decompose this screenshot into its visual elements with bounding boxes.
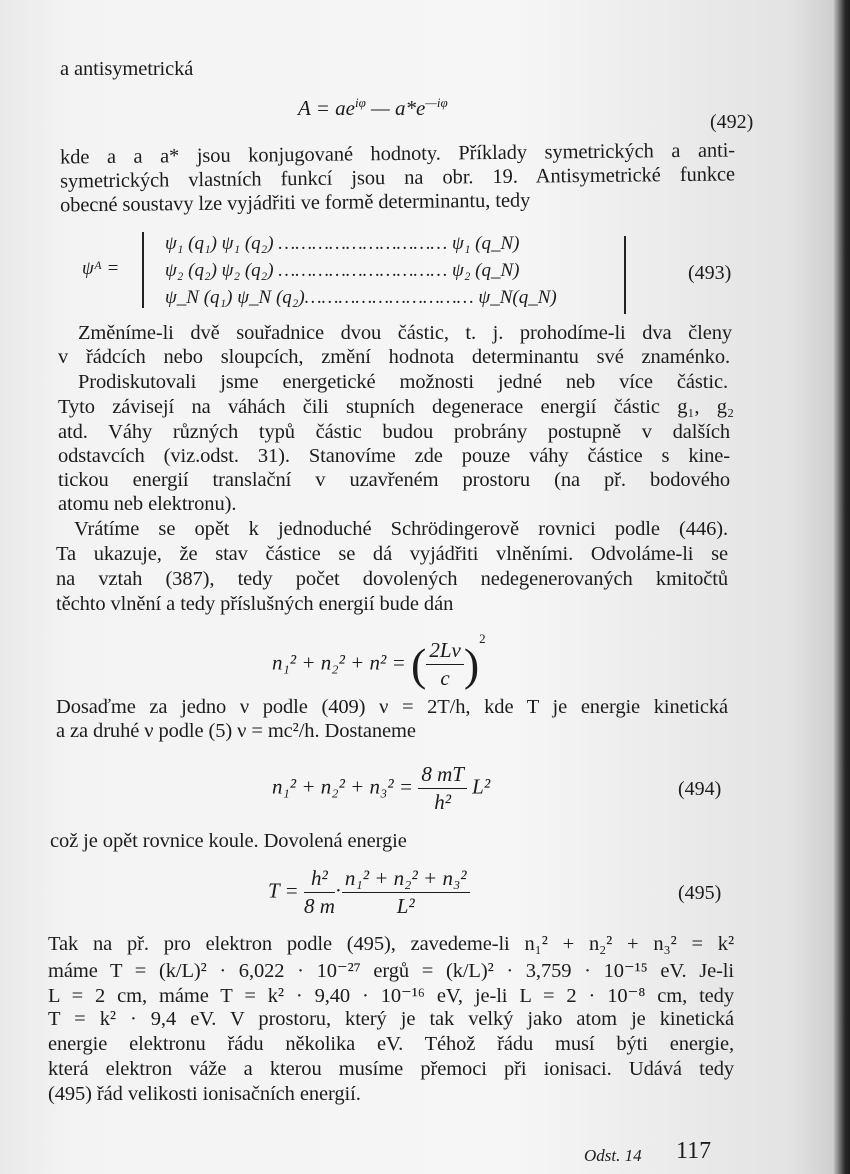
fraction xyxy=(342,866,470,919)
paren-right: ) xyxy=(463,639,480,690)
text-line: na vztah (387), tedy počet dovolených nedegenerovaných kmitočtů xyxy=(56,568,728,590)
text-line: Ta ukazuje, že stav částice se dá vyjádřiti vlněními. Odvoláme-li se xyxy=(56,543,728,565)
text-line: tickou energií translační v uzavřeném prostoru (na př. bodového xyxy=(58,469,730,491)
text-line: Prodiskutovali jsme energetické možnosti jedné neb více částic. xyxy=(78,371,728,393)
text-line: Vrátíme se opět k jednoduché Schrödingerově rovnici podle (446). xyxy=(74,518,728,540)
equation-number: (494) xyxy=(678,778,722,800)
text-line: obecné soustavy lze vyjádřiti ve formě determinantu, tedy xyxy=(59,189,531,217)
text-line: máme T = (k/L)² · 6,022 · 10⁻²⁷ ergů = (k/L)² · 3,759 · 10⁻¹⁵ eV. Je-li xyxy=(48,960,734,982)
fraction xyxy=(304,866,335,919)
denominator: h² xyxy=(434,790,452,814)
determinant-lhs: ψᴬ = xyxy=(82,258,120,279)
determinant-row: ψ₁ (q₁) ψ₁ (q₂) ………………………… ψ₁ (q_N) xyxy=(165,233,520,254)
equation-number: (492) xyxy=(710,111,754,133)
text-line: atomu neb elektronu). xyxy=(58,493,237,515)
eq-exponent: 2 xyxy=(479,631,486,647)
page-number: 117 xyxy=(676,1138,712,1164)
numerator: 2Lν xyxy=(426,638,464,665)
text-line: Tak na př. pro elektron podle (495), zavedeme-li n₁² + n₂² + n₃² = k² xyxy=(48,933,734,955)
denominator: 8 m xyxy=(303,894,335,918)
text-line: symetrických vlastních funkcí jsou na obr. 19. Antisymetrické funkce xyxy=(59,163,736,193)
determinant-row: ψ_N (q₁) ψ_N (q₂)………………………… ψ_N(q_N) xyxy=(165,287,557,308)
eq-part: A = ae xyxy=(298,96,355,120)
eq-part: n₁² + n₂² + n² = xyxy=(272,650,406,675)
text-line: atd. Váhy různých typů částic budou probrány postupně v dalších xyxy=(58,421,730,443)
text-line: což je opět rovnice koule. Dovolená energie xyxy=(50,830,407,852)
text-line: energie elektronu řádu několika eV. Téhož řádu musí býti energie, xyxy=(48,1033,734,1055)
text-line: Změníme-li dvě souřadnice dvou částic, t. j. prohodíme-li dva členy xyxy=(78,322,732,344)
eq-part: L² xyxy=(472,774,491,799)
text-line: kde a a a* jsou konjugované hodnoty. Příklady symetrických a anti- xyxy=(59,139,736,169)
text-line: T = k² · 9,4 eV. V prostoru, který je tak velký jako atom je kinetická xyxy=(48,1008,734,1030)
text-line: a antisymetrická xyxy=(60,58,194,80)
eq-part: T = xyxy=(268,878,299,903)
determinant-left-bar xyxy=(142,232,144,308)
text-line: která elektron váže a kterou musíme přemoci při ionisaci. Udává tedy xyxy=(48,1058,734,1080)
eq-part: n₁² + n₂² + n₃² = xyxy=(272,774,414,799)
equation-494 xyxy=(272,762,490,815)
denominator: L² xyxy=(396,894,415,918)
text-line: (495) řád velikosti ionisačních energií. xyxy=(48,1083,361,1105)
fraction xyxy=(426,638,464,691)
equation-number: (493) xyxy=(688,262,732,284)
determinant-row: ψ₂ (q₂) ψ₂ (q₂) ………………………… ψ₂ (q_N) xyxy=(165,260,520,281)
text-line: Dosaďme za jedno ν podle (409) ν = 2T/h, kde T je energie kinetická xyxy=(56,696,728,718)
equation-495 xyxy=(268,866,470,919)
text-line: L = 2 cm, máme T = k² · 9,40 · 10⁻¹⁶ eV, je-li L = 2 · 10⁻⁸ cm, tedy xyxy=(48,985,734,1007)
equation-492 xyxy=(298,96,448,121)
text-line: Tyto závisejí na váhách čili stupních degenerace energií částic g₁, g₂ xyxy=(58,396,734,418)
numerator: n₁² + n₂² + n₃² xyxy=(342,866,470,893)
text-line: a za druhé ν podle (5) ν = mc²/h. Dostaneme xyxy=(56,720,416,742)
eq-sup: —iφ xyxy=(425,95,448,110)
eq-part: — a*e xyxy=(365,96,426,120)
eq-sup: iφ xyxy=(354,95,366,110)
section-label: Odst. 14 xyxy=(584,1146,642,1165)
numerator: 8 mT xyxy=(418,762,467,789)
text-line: odstavcích (viz.odst. 31). Stanovíme zde pouze váhy částice s kine- xyxy=(58,445,730,467)
numerator: h² xyxy=(304,866,335,893)
equation-number: (495) xyxy=(678,882,722,904)
text-line: těchto vlnění a tedy příslušných energií bude dán xyxy=(56,593,454,615)
equation-sphere xyxy=(272,631,486,691)
dot-operator: · xyxy=(334,878,342,903)
determinant-right-bar xyxy=(624,236,626,314)
paren-left: ( xyxy=(411,639,427,690)
text-line: v řádcích nebo sloupcích, změní hodnota determinantu své znaménko. xyxy=(58,346,730,368)
fraction xyxy=(418,762,467,815)
denominator: c xyxy=(440,666,450,690)
